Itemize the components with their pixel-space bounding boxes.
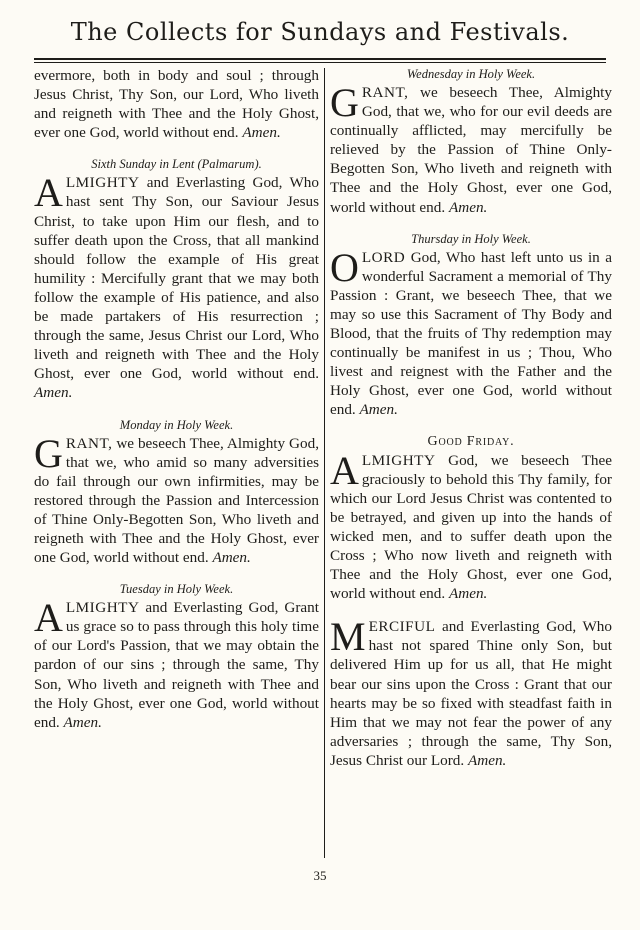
amen: Amen.	[63, 713, 102, 731]
collect-sixth-sunday-in-lent	[34, 156, 319, 402]
left-column	[34, 66, 319, 732]
amen: Amen.	[448, 198, 488, 216]
header-rule	[34, 58, 606, 60]
amen: Amen.	[467, 751, 507, 769]
collect-good-friday	[330, 434, 612, 604]
collect-heading: Sixth Sunday in Lent (Palmarum).	[91, 157, 262, 172]
drop-cap: A	[330, 447, 359, 493]
drop-cap: G	[34, 430, 63, 476]
collect-text: ALMIGHTY and Everlasting God, Grant us grace so to pass through this holy time of our Lord's Passion, that we may obtain the pardon of our sins ; through the same, Thy Son, Who liveth and reigneth with Thee and the Holy Ghost, ever one God, world without end. Amen.	[34, 595, 319, 731]
amen: Amen.	[242, 124, 281, 142]
drop-cap: O	[330, 244, 359, 290]
collect-heading: Good Friday.	[427, 433, 515, 449]
collect-thursday-holy-week	[330, 231, 612, 420]
drop-cap: A	[34, 595, 63, 641]
drop-cap: A	[34, 170, 63, 216]
collect-monday-holy-week	[34, 417, 319, 568]
drop-cap: G	[330, 80, 359, 125]
drop-cap: M	[330, 614, 366, 660]
header-rule-thin	[34, 62, 606, 63]
amen: Amen.	[212, 549, 251, 567]
collect-heading: Monday in Holy Week.	[119, 417, 234, 432]
collect-good-friday-second	[330, 614, 612, 770]
amen: Amen.	[359, 401, 398, 419]
collect-text: ALMIGHTY God, we beseech Thee graciously to behold this Thy family, for which our Lord Jesus Christ was contented to be betrayed, and given up into the hands of wicked men, and to suffer death upon the Cross ; Who now liveth and reigneth with Thee and the Holy Ghost, ever one God, world without end. Amen.	[330, 447, 612, 603]
collect-text: OLORD God, Who hast left unto us in a wonderful Sacrament a memorial of Thy Passion : Grant, we beseech Thee, that we may so use this Sacrament of Thy Body and Blood, that the fruits of Thy redemption may continually be manifest in us ; Thou, Who livest and reignest with the Father and the Holy Ghost, ever one God, world without end. Amen.	[330, 244, 612, 419]
amen: Amen.	[34, 384, 73, 402]
collect-heading: Tuesday in Holy Week.	[119, 582, 234, 597]
collect-text: GRANT, we beseech Thee, Almighty God, that we, who amid so many adversities do fail through our own infirmities, may be restored through the Passion and Intercession of Thine Only-Begotten Son, Who liveth and reigneth with Thee and the Holy Ghost, ever one God, world without end. Amen.	[34, 430, 319, 567]
amen: Amen.	[448, 585, 488, 603]
right-column	[330, 66, 612, 770]
collect-text: MERCIFUL and Everlasting God, Who hast not spared Thine only Son, but delivered Him up for us all, that He might bear our sins upon the Cross : Grant that our hearts may be so fixed with steadfast faith in Him that we may not fear the power of any adversaries ; through the same, Thy Son, Jesus Christ our Lord. Amen.	[330, 614, 612, 769]
collect-text: GRANT, we beseech Thee, Almighty God, that we, who for our evil deeds are continually afflicted, may mercifully be relieved by the Passion of Thine Only-Begotten Son, Who liveth and reigneth with Thee and the Holy Ghost, ever one God, world without end. Amen.	[330, 80, 612, 216]
column-divider	[324, 68, 325, 858]
continuation-paragraph: evermore, both in body and soul ; through Jesus Christ, Thy Son, our Lord, Who liveth and reigneth with Thee and the Holy Ghost, ever one God, world without end. Amen.	[34, 67, 319, 142]
page-title: The Collects for Sundays and Festivals.	[70, 18, 570, 46]
collect-tuesday-holy-week	[34, 581, 319, 732]
collect-heading: Wednesday in Holy Week.	[406, 67, 536, 81]
collect-heading: Thursday in Holy Week.	[411, 231, 531, 246]
page-number: 35	[313, 868, 327, 883]
collect-text: ALMIGHTY and Everlasting God, Who hast sent Thy Son, our Saviour Jesus Christ, to take upon Him our flesh, and to suffer death upon the Cross, that all mankind should follow the example of His great humility : Mercifully grant that we may both follow the example of His patience, and also be made partakers of His resurrection ; through the same, Jesus Christ our Lord, Who liveth and reigneth with Thee and the Holy Ghost, ever one God, world without end. Amen.	[34, 170, 319, 402]
collect-wednesday-holy-week	[330, 66, 612, 217]
